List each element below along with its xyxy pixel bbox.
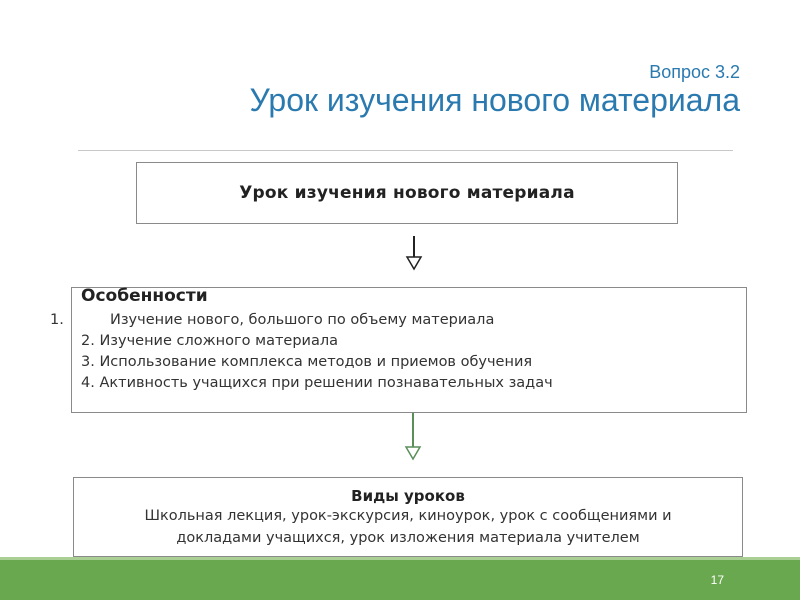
arrow-down-icon: [404, 236, 424, 270]
slide-title: Урок изучения нового материала: [249, 82, 740, 118]
features-item-number: 1.: [50, 312, 64, 328]
features-item: 3. Использование комплекса методов и приемов обучения: [81, 354, 533, 370]
lesson-types-line: Школьная лекция, урок-экскурсия, киноурок, урок с сообщениями и: [144, 508, 672, 524]
lesson-type-label: Урок изучения нового материала: [239, 183, 575, 203]
lesson-types-box: [73, 477, 743, 557]
title-divider: [78, 150, 733, 151]
features-item: 4. Активность учащихся при решении познавательных задач: [81, 375, 553, 391]
lesson-type-box: [136, 162, 678, 224]
features-heading: Особенности: [81, 286, 208, 306]
slide-subtitle: Вопрос 3.2: [649, 62, 740, 82]
lesson-types-heading: Виды уроков: [351, 487, 465, 505]
features-box: [50, 286, 747, 413]
features-item: Изучение нового, большого по объему материала: [110, 312, 495, 328]
footer-bar: [0, 560, 800, 600]
features-item: 2. Изучение сложного материала: [81, 333, 338, 349]
arrow-down-icon: [403, 413, 423, 461]
lesson-types-line: докладами учащихся, урок изложения материала учителем: [176, 530, 640, 546]
page-number: 17: [710, 573, 724, 587]
